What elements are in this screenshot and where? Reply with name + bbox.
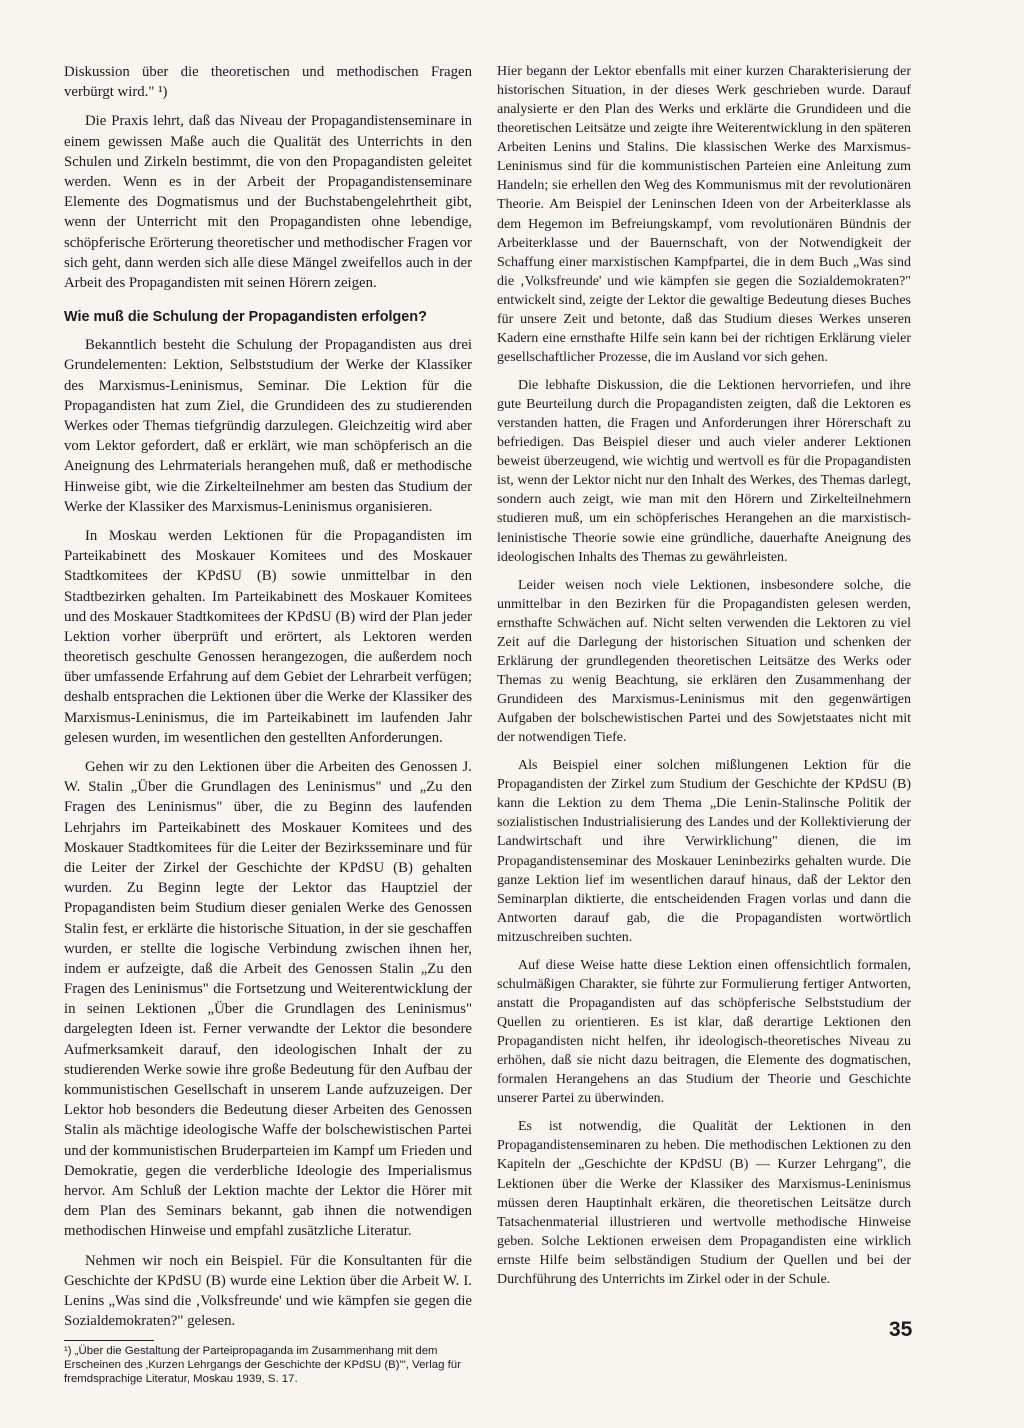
page-number: 35 [889,1318,913,1341]
left-column [64,62,472,1387]
paragraph: Bekanntlich besteht die Schulung der Propagandisten aus drei Grundelementen: Lektion, Selbststudium der Werke der Klassiker des Marxismus-Leninismus, Seminar. Die Lektion für die Propagandisten hat zum Ziel, die Grundideen des zu studierenden Werkes oder Themas tiefgründig darzulegen. Gleichzeitig wird aber vom Lektor gefordert, daß er erklärt, wie man schöpferisch an die Aneignung des Lehrmaterials herangehen muß, daß er methodische Hinweise gibt, wie die Zirkelteilnehmer am besten das Studium der Werke der Klassiker des Marxismus-Leninismus organisieren. [64,337,472,515]
paragraph: Als Beispiel einer solchen mißlungenen Lektion für die Propagandisten der Zirkel zum Studium der Geschichte der KPdSU (B) kann die Lektion zu dem Thema „Die Lenin-Stalinsche Politik der sozialistischen Industrialisierung des Landes und der Kollektivierung der Landwirtschaft und ihre Verwirklichung" dienen, die im Propagandistenseminar des Moskauer Leninbezirks gehalten wurde. Die ganze Lektion lief im wesentlichen darauf hinaus, daß der Lektor den Seminarplan diktierte, die entscheidenden Fragen vorlas und dann die Antworten darauf gab, die die Propagandisten wortwörtlich mitzuschreiben suchten. [497,758,911,945]
right-column [497,62,911,1298]
paragraph: Diskussion über die theoretischen und methodischen Fragen verbürgt wird." ¹) [64,64,472,101]
footnote-divider [64,1340,154,1341]
paragraph: Gehen wir zu den Lektionen über die Arbeiten des Genossen J. W. Stalin „Über die Grundlagen des Leninismus" und „Zu den Fragen des Leninismus" über, die zu Beginn des laufenden Lehrjahrs im Parteikabinett des Moskauer Komitees und des Moskauer Stadtkomitees für die Leiter der Bezirksseminare und für die Leiter der Zirkel der Geschichte der KPdSU (B) gehalten wurden. Zu Beginn legte der Lektor das Hauptziel der Propagandisten beim Studium dieser genialen Werke des Genossen Stalin fest, er erklärte die historische Situation, in der sie geschaffen wurden, er stellte die logische Verbindung zwischen ihnen her, indem er aufzeigte, daß die Arbeit des Genossen Stalin „Zu den Fragen des Leninismus" die Fortsetzung und Weiterentwicklung der in seinen Lektionen „Über die Grundlagen des Leninismus" dargelegten Ideen ist. Ferner verwandte der Lektor die besondere Aufmerksamkeit darauf, den ideologischen Inhalt der zu studierenden Werke sowie ihre große Bedeutung für den Aufbau der kommunistischen Gesellschaft in unserem Lande aufzuzeigen. Der Lektor hob besonders die Bedeutung dieser Arbeiten des Genossen Stalin als mächtige ideologische Waffe der bolschewistischen Partei und der kommunistischen Bruderparteien im Kampf um Frieden und Demokratie, gegen die verderbliche Ideologie des Imperialismus hervor. Am Schluß der Lektion machte der Lektor die Hörer mit dem Plan des Seminars bekannt, gab ihnen die notwendigen methodischen Hinweise und empfahl zusätzliche Literatur. [64,759,472,1240]
footnote: ¹) „Über die Gestaltung der Parteipropaganda im Zusammenhang mit dem Erscheinen des ‚Kurzen Lehrgangs der Geschichte der KPdSU (B)'", Verlag für fremdsprachige Literatur, Moskau 1939, S. 17. [64,1345,461,1385]
paragraph: Es ist notwendig, die Qualität der Lektionen in den Propagandistenseminaren zu heben. Die methodischen Lektionen zu den Kapiteln der „Geschichte der KPdSU (B) — Kurzer Lehrgang", die Lektionen über die Werke der Klassiker des Marxismus-Leninismus müssen deren Hauptinhalt erkären, die theoretischen Leitsätze durch Tatsachenmaterial illustrieren und wertvolle methodische Hinweise geben. Solche Lektionen erweisen dem Propagandisten eine wirklich ernste Hilfe beim selbständigen Studium der Quellen und bei der Durchführung des Unterrichts im Zirkel oder in der Schule. [497,1119,911,1287]
paragraph: In Moskau werden Lektionen für die Propagandisten im Parteikabinett des Moskauer Komitees und des Moskauer Stadtkomitees der KPdSU (B) sowie unmittelbar in den Stadtbezirken gehalten. Im Parteikabinett des Moskauer Komitees und des Moskauer Stadtkomitees der KPdSU (B) wird der Plan jeder Lektion vorher überprüft und erörtert, als Lektoren werden theoretisch geschulte Genossen herangezogen, die außerdem noch über umfassende Erfahrung auf dem Gebiet der Lehrarbeit verfügen; deshalb entsprachen die Lektionen über die Werke der Klassiker des Marxismus-Leninismus, die im Parteikabinett im laufenden Jahr gelesen wurden, im wesentlichen den gestellten Anforderungen. [64,527,472,746]
paragraph: Die lebhafte Diskussion, die die Lektionen hervorriefen, und ihre gute Beurteilung durch die Propagandisten zeigten, daß die Lektoren es verstanden hatten, die Fragen und Anforderungen ihrer Hörerschaft zu befriedigen. Das Beispiel dieser und auch vieler anderer Lektionen beweist überzeugend, wie wichtig und wertvoll es für die Propagandisten ist, wenn der Lektor nicht nur den Inhalt des Werkes, des Themas darlegt, sondern auch zeigt, wie man mit den Hörern und Zirkelteilnehmern studieren muß, um ein schöpferisches Herangehen an die marxistisch-leninistische Theorie sowie eine gründliche, dauerhafte Aneignung des ideologischen Inhalts des Themas zu gewährleisten. [497,378,911,565]
paragraph: Hier begann der Lektor ebenfalls mit einer kurzen Charakterisierung der historischen Situation, in der dieses Werk geschrieben wurde. Darauf analysierte er den Plan des Werks und erklärte die Grundideen und die theoretischen Leitsätze und zeigte ihre Weiterentwicklung in den späteren Arbeiten Lenins und Stalins. Die klassischen Werke des Marxismus-Leninismus sind für die kommunistischen Parteien eine Anleitung zum Handeln; sie erhellen den Weg des Kommunismus mit der revolutionären Theorie. Am Beispiel der Leninschen Ideen von der Arbeiterklasse als dem Hegemon im Befreiungskampf, vom revolutionären Bündnis der Arbeiterklasse und der Bauernschaft, von der Notwendigkeit der Schaffung einer marxistischen Kampfpartei, die in dem Buch „Was sind die ‚Volksfreunde' und wie kämpfen sie gegen die Sozialdemokraten?" entwickelt sind, zeigte der Lektor die gewaltige Bedeutung dieses Buches für unsere Zeit und betonte, daß das Studium dieses Werkes unseren Kadern eine ernsthafte Hilfe sein kann bei der richtigen Erklärung vieler gesellschaftlicher Prozesse, die im Ausland vor sich gehen. [497,64,911,365]
paragraph: Die Praxis lehrt, daß das Niveau der Propagandistenseminare in einem gewissen Maße auch die Qualität des Unterrichts in den Schulen und Zirkeln bestimmt, die von den Propagandisten geleitet werden. Wenn es in der Arbeit der Propagandistenseminare Elemente des Dogmatismus und der Buchstabengelehrtheit gibt, wenn der Unterricht mit den Propagandisten ohne lebendige, schöpferische Erörterung theoretischer und methodischer Fragen vor sich geht, dann werden sich alle diese Mängel zweifellos auch in der Arbeit des Propagandisten mit seinen Hörern zeigen. [64,113,472,291]
paragraph: Auf diese Weise hatte diese Lektion einen offensichtlich formalen, schulmäßigen Charakter, sie führte zur Formulierung fertiger Antworten, anstatt die Propagandisten auf das schöpferische Selbststudium der Quellen zu orientieren. Es ist klar, daß derartige Lektionen den Propagandisten nicht helfen, ihr ideologisch-theoretisches Niveau zu erhöhen, daß sie nicht dazu beitragen, die Elemente des dogmatischen, formalen Herangehens an das Studium der Theorie und Geschichte unserer Partei zu überwinden. [497,957,911,1107]
paragraph: Nehmen wir noch ein Beispiel. Für die Konsultanten für die Geschichte der KPdSU (B) wurde eine Lektion über die Arbeit W. I. Lenins „Was sind die ‚Volksfreunde' und wie kämpfen sie gegen die Sozialdemokraten?" gelesen. [64,1252,472,1330]
paragraph: Leider weisen noch viele Lektionen, insbesondere solche, die unmittelbar in den Bezirken für die Propagandisten gelesen werden, ernsthafte Schwächen auf. Nicht selten verwenden die Lektoren zu viel Zeit auf die Darlegung der historischen Situation und schenken der Erklärung der grundlegenden theoretischen Leitsätze des Werks oder Themas zu wenig Beachtung, sie erklären den Zusammenhang der Grundideen des Marxismus-Leninismus mit den gegenwärtigen Aufgaben der bolschewistischen Partei und des Sowjetstaates nicht mit der notwendigen Tiefe. [497,577,911,746]
section-heading: Wie muß die Schulung der Propagandisten erfolgen? [64,309,427,326]
